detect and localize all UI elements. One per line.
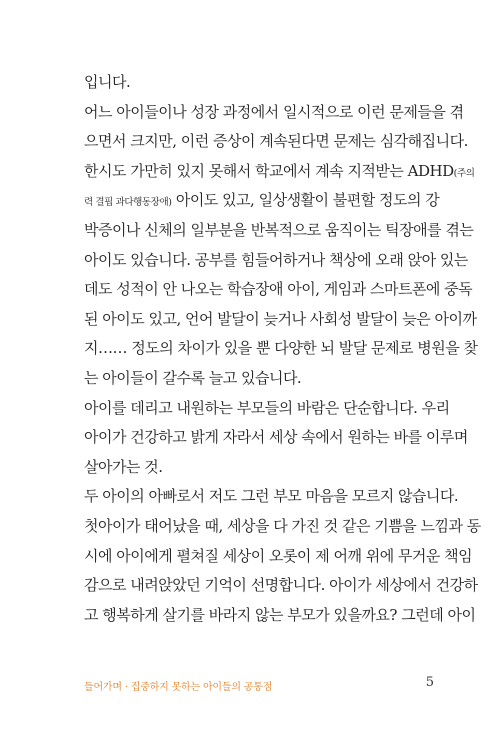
footnote-inline-open: (주의 [453,167,475,179]
body-line: 두 아이의 아빠로서 저도 그런 부모 마음을 모르지 않습니다. [84,487,459,506]
body-line: 첫아이가 태어났을 때, 세상을 다 가진 것 같은 기쁨을 느낌과 동 [84,516,481,535]
body-line: 박증이나 신체의 일부분을 반복적으로 움직이는 틱장애를 겪는 [84,220,474,239]
body-text [84,68,481,630]
body-line: 고 행복하게 살기를 바라지 않는 부모가 있을까요? 그런데 아이 [84,605,476,624]
body-line: 데도 성적이 안 나오는 학습장애 아이, 게임과 스마트폰에 중독 [84,280,473,299]
page-number: 5 [425,675,434,690]
body-line: 아이가 건강하고 밝게 자라서 세상 속에서 원하는 바를 이루며 [84,428,468,447]
running-footer-title: 들어가며 · 집중하지 못하는 아이들의 공통점 [84,682,273,693]
body-line: 감으로 내려앉았던 기억이 선명합니다. 아이가 세상에서 건강하 [84,576,478,595]
body-line: 으면서 크지만, 이런 증상이 계속된다면 문제는 심각해집니다. [84,132,468,151]
footnote-inline-close: 력 결핍 과다행동장애) [84,197,172,209]
body-line: 된 아이도 있고, 언어 발달이 늦거나 사회성 발달이 늦은 아이까 [84,309,477,328]
body-line: 살아가는 것. [84,457,163,476]
body-line-text: 한시도 가만히 있지 못해서 학교에서 계속 지적받는 ADHD [84,161,454,180]
body-line-text: 아이도 있고, 일상생활이 불편할 정도의 강 [175,191,440,210]
body-line: 아이도 있습니다. 공부를 힘들어하거나 책상에 오래 앉아 있는 [84,250,468,269]
body-line: 는 아이들이 갈수록 늘고 있습니다. [84,368,302,387]
body-line [84,157,475,187]
body-line: 시에 아이에게 펼쳐질 세상이 오롯이 제 어깨 위에 무거운 책임 [84,546,473,565]
body-line: 지…… 정도의 차이가 있을 뿐 다양한 뇌 발달 문제로 병원을 찾 [84,339,478,358]
body-line: 어느 아이들이나 성장 과정에서 일시적으로 이런 문제들을 겪 [84,102,464,121]
body-line: 입니다. [84,73,131,91]
body-line [84,186,438,216]
page-footer [84,675,438,695]
body-line: 아이를 데리고 내원하는 부모들의 바람은 단순합니다. 우리 [84,398,450,417]
